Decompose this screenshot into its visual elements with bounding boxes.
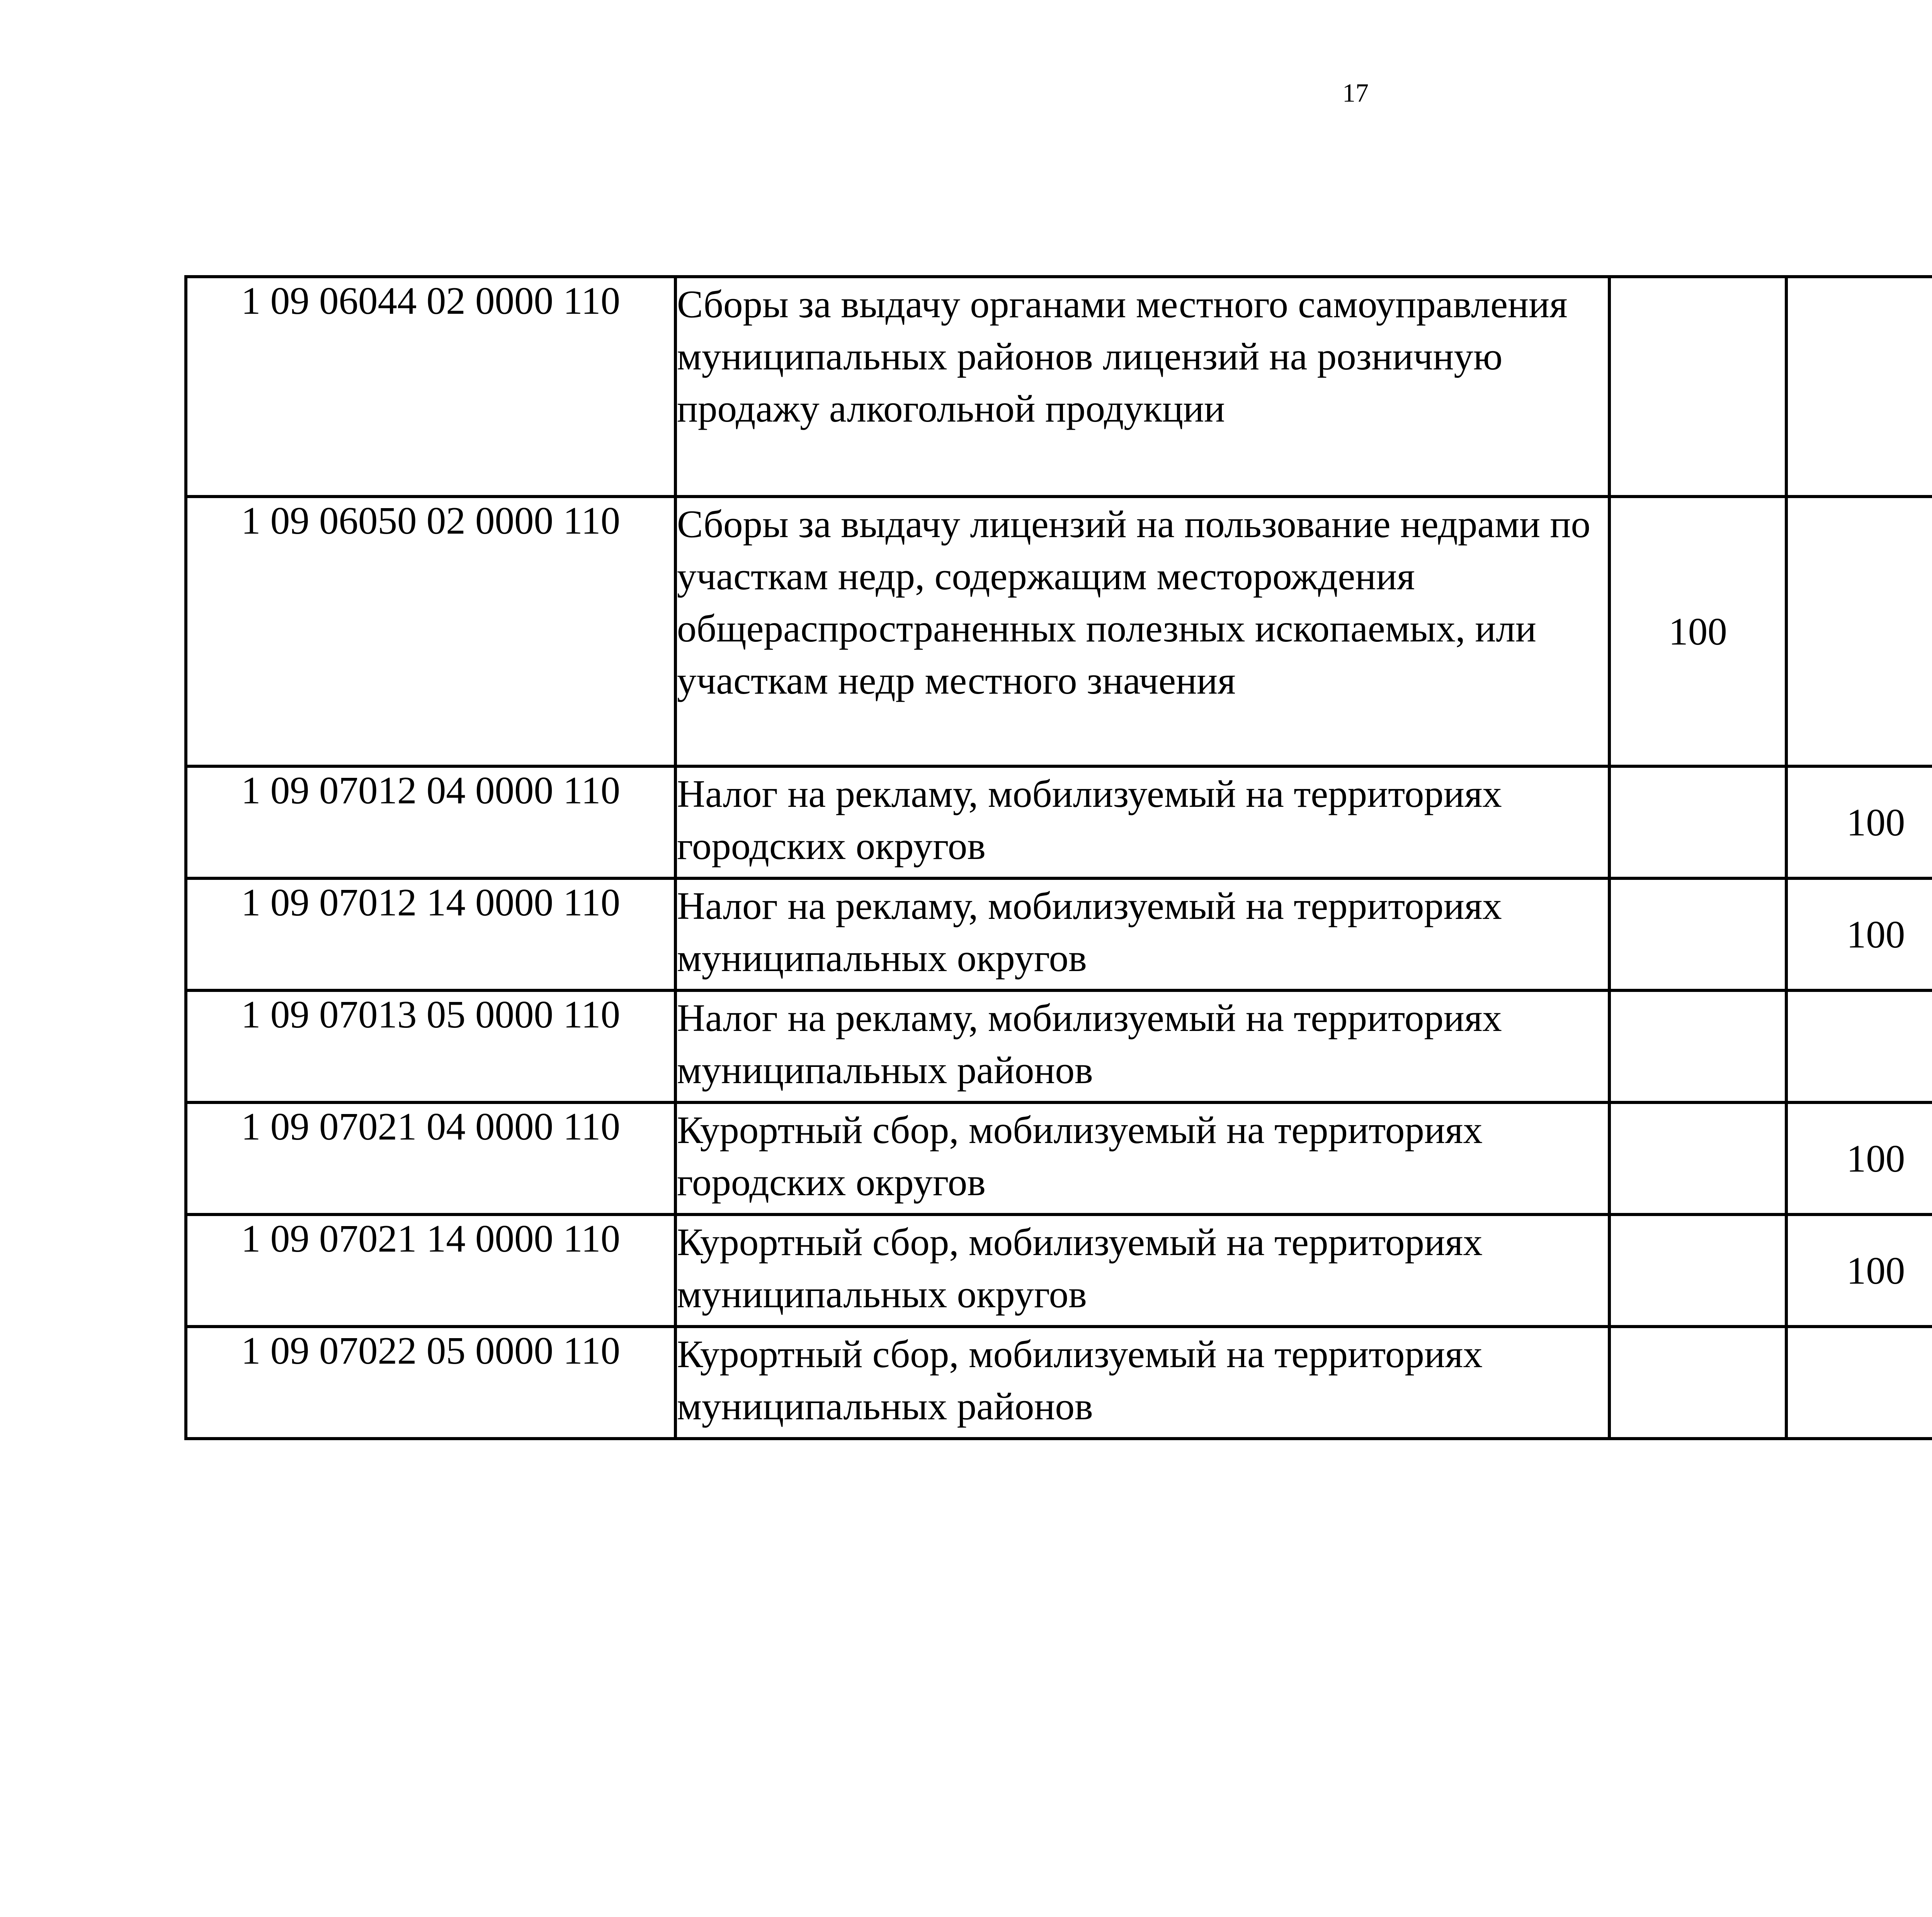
kbk-code: 1 09 07012 14 0000 110 [186, 878, 675, 990]
kbk-code: 1 09 06050 02 0000 110 [186, 497, 675, 766]
budget-share-cell [1609, 277, 1786, 497]
budget-share-cell [1609, 1214, 1786, 1327]
budget-share-cell [1786, 1327, 1932, 1439]
kbk-code: 1 09 07022 05 0000 110 [186, 1327, 675, 1439]
table-row [186, 497, 1932, 766]
budget-share-cell [1786, 277, 1932, 497]
budget-share-cell: 100 [1609, 497, 1786, 766]
table-row [186, 1214, 1932, 1327]
revenue-description: Сборы за выдачу органами местного самоуправления муниципальных районов лицензий на розничную продажу алкогольной продукции [675, 277, 1609, 497]
budget-share-cell: 100 [1786, 1102, 1932, 1214]
budget-share-cell [1609, 1327, 1786, 1439]
budget-share-cell [1786, 990, 1932, 1102]
budget-share-cell [1609, 1102, 1786, 1214]
budget-share-cell [1609, 766, 1786, 878]
budget-share-cell: 100 [1786, 1214, 1932, 1327]
kbk-code: 1 09 07021 14 0000 110 [186, 1214, 675, 1327]
revenue-description: Налог на рекламу, мобилизуемый на территориях муниципальных районов [675, 990, 1609, 1102]
table-row [186, 878, 1932, 990]
budget-share-cell [1609, 990, 1786, 1102]
page-number: 17 [1342, 78, 1369, 107]
budget-share-cell [1786, 497, 1932, 766]
revenue-description: Сборы за выдачу лицензий на пользование недрами по участкам недр, содержащим месторождения общераспространенных полезных ископаемых, или участкам недр местного значения [675, 497, 1609, 766]
revenue-description: Курортный сбор, мобилизуемый на территориях городских округов [675, 1102, 1609, 1214]
revenue-description: Налог на рекламу, мобилизуемый на территориях городских округов [675, 766, 1609, 878]
table-row [186, 277, 1932, 497]
revenue-distribution-table [184, 275, 1932, 1440]
revenue-description: Курортный сбор, мобилизуемый на территориях муниципальных округов [675, 1214, 1609, 1327]
table-row [186, 1102, 1932, 1214]
budget-share-cell: 100 [1786, 766, 1932, 878]
table-row [186, 1327, 1932, 1439]
kbk-code: 1 09 07013 05 0000 110 [186, 990, 675, 1102]
kbk-code: 1 09 07021 04 0000 110 [186, 1102, 675, 1214]
revenue-description: Курортный сбор, мобилизуемый на территориях муниципальных районов [675, 1327, 1609, 1439]
table-row [186, 990, 1932, 1102]
budget-share-cell [1609, 878, 1786, 990]
table-row [186, 766, 1932, 878]
revenue-description: Налог на рекламу, мобилизуемый на территориях муниципальных округов [675, 878, 1609, 990]
budget-share-cell: 100 [1786, 878, 1932, 990]
kbk-code: 1 09 07012 04 0000 110 [186, 766, 675, 878]
kbk-code: 1 09 06044 02 0000 110 [186, 277, 675, 497]
